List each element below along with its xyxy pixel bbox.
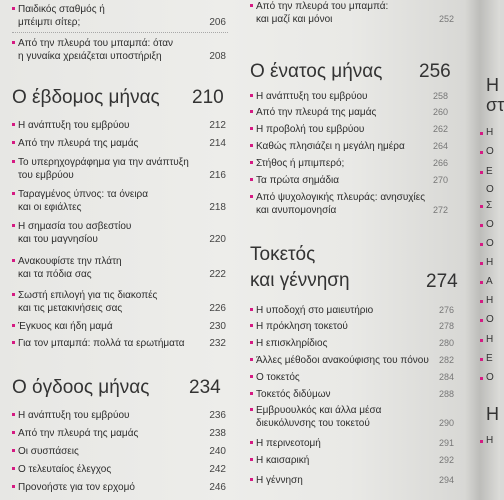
bullet-marker (250, 375, 253, 378)
dotted-separator (12, 32, 228, 33)
entry-text-line-2: και ανυπομονησία (256, 205, 337, 216)
toc-entry[interactable] (256, 0, 454, 26)
bullet-marker (12, 467, 15, 470)
entry-text-line-1: Ταραγμένος ύπνος: τα όνειρα (18, 189, 149, 200)
toc-entry[interactable] (256, 157, 448, 170)
toc-entry[interactable] (18, 481, 226, 494)
entry-page-number: 216 (209, 170, 226, 181)
entry-page-number: 240 (209, 446, 226, 457)
toc-entry[interactable] (18, 409, 226, 422)
bullet-marker (250, 161, 253, 164)
section-title: Ο ένατος μήνας (250, 61, 383, 82)
cut-entry-fragment: Ο (486, 219, 494, 230)
entry-page-number: 282 (438, 355, 454, 365)
cut-entry-fragment: Ο (486, 184, 494, 195)
toc-entry[interactable] (256, 320, 454, 333)
entry-text-line-1: Ανακουφίστε την πλάτη (18, 256, 122, 267)
section-heading[interactable] (250, 61, 454, 83)
toc-entry[interactable] (18, 289, 226, 315)
toc-entry[interactable] (256, 191, 448, 217)
toc-entry[interactable] (18, 445, 226, 458)
entry-text: Έγκυος και ήδη μαμά (18, 321, 113, 332)
bullet-marker (12, 341, 15, 344)
bullet-marker (250, 324, 253, 327)
entry-text: Προνοήστε για τον ερχομό (18, 482, 135, 493)
entry-text-line-1: Από την πλευρά του μπαμπά: όταν (18, 38, 174, 49)
bullet-marker (12, 449, 15, 452)
toc-entry[interactable] (18, 337, 226, 350)
bullet-marker (480, 319, 483, 322)
toc-entry[interactable] (18, 463, 226, 476)
entry-text: Η ανάπτυξη του εμβρύου (18, 410, 130, 421)
cut-heading-fragment: στ (486, 95, 504, 115)
bullet-marker (12, 431, 15, 434)
entry-text: Ο τοκετός (256, 372, 300, 383)
entry-page-number: 284 (438, 372, 454, 382)
entry-text: Η ανάπτυξη του εμβρύου (256, 91, 368, 102)
entry-page-number: 238 (209, 428, 226, 439)
toc-entry[interactable] (18, 137, 226, 150)
entry-page-number: 246 (209, 482, 226, 493)
entry-page-number: 270 (432, 175, 448, 185)
entry-text-line-1: Η σημασία του ασβεστίου (18, 221, 132, 232)
bullet-marker (12, 192, 15, 195)
entry-text: Από την πλευρά της μαμάς (256, 107, 377, 118)
bullet-marker (250, 392, 253, 395)
toc-entry[interactable] (256, 371, 454, 384)
section-heading[interactable] (250, 242, 458, 294)
bullet-marker (250, 458, 253, 461)
toc-entry[interactable] (256, 106, 448, 119)
section-title-line-1: Τοκετός (250, 244, 316, 265)
entry-page-number: 280 (438, 338, 454, 348)
section-heading[interactable] (12, 377, 226, 399)
entry-page-number: 262 (432, 124, 448, 134)
cut-entry-fragment: Ο (486, 146, 494, 157)
toc-entry[interactable] (18, 119, 226, 132)
toc-entry[interactable] (256, 388, 454, 401)
entry-text: Καθώς πλησιάζει η μεγάλη ημέρα (256, 141, 405, 152)
entry-page-number: 264 (432, 141, 448, 151)
toc-entry[interactable] (18, 3, 226, 29)
bullet-marker (250, 110, 253, 113)
entry-text: Η καισαρική (256, 455, 310, 466)
bullet-marker (12, 293, 15, 296)
entry-text: Από την πλευρά της μαμάς (18, 428, 139, 439)
toc-entry[interactable] (18, 37, 226, 63)
bullet-marker (480, 171, 483, 174)
section-title: Ο όγδοος μήνας (12, 377, 150, 398)
toc-entry[interactable] (18, 220, 226, 246)
bullet-marker (250, 478, 253, 481)
entry-page-number: 258 (432, 91, 448, 101)
entry-page-number: 288 (438, 389, 454, 399)
bullet-marker (480, 205, 483, 208)
bullet-marker (12, 7, 15, 10)
entry-page-number: 266 (432, 158, 448, 168)
bullet-marker (12, 224, 15, 227)
bullet-marker (12, 324, 15, 327)
cut-entry-fragment: Η (486, 435, 494, 446)
toc-entry[interactable] (18, 255, 226, 281)
toc-entry[interactable] (256, 454, 454, 467)
bullet-marker (250, 408, 253, 411)
entry-text-line-1: Από ψυχολογικής πλευράς: ανησυχίες (256, 192, 426, 203)
cut-entry-fragment: Ο (486, 314, 494, 325)
entry-page-number: 220 (209, 234, 226, 245)
bullet-marker (12, 160, 15, 163)
section-page-number: 274 (426, 271, 458, 292)
entry-page-number: 272 (432, 205, 448, 215)
entry-text: Η προβολή του εμβρύου (256, 124, 365, 135)
bullet-marker (480, 151, 483, 154)
section-page-number: 234 (189, 377, 221, 398)
entry-text: Στήθος ή μπιμπερό; (256, 158, 345, 169)
bullet-marker (250, 4, 253, 7)
toc-entry[interactable] (256, 337, 454, 350)
cut-heading-fragment: Η (486, 404, 499, 424)
toc-entry[interactable] (256, 404, 454, 430)
entry-page-number: 252 (438, 14, 454, 24)
entry-page-number: 242 (209, 464, 226, 475)
entry-text-line-2: η γυναίκα χρειάζεται υποστήριξη (18, 51, 162, 62)
toc-entry[interactable] (18, 320, 226, 333)
cut-entry-fragment: Η (486, 334, 494, 345)
entry-text-line-1: Παιδικός σταθμός ή (18, 4, 105, 15)
toc-column-right-cut (476, 0, 504, 500)
entry-text: Τοκετός διδύμων (256, 389, 331, 400)
entry-page-number: 276 (438, 305, 454, 315)
bullet-marker (12, 141, 15, 144)
entry-text-line-1: Το υπερηχογράφημα για την ανάπτυξη (18, 157, 189, 168)
bullet-marker (12, 259, 15, 262)
cut-entry-fragment: Ο (486, 372, 494, 383)
cut-entry-fragment: Ε (486, 353, 493, 364)
entry-text-line-2: και μαζί και μόνοι (256, 14, 333, 25)
section-page-number: 256 (419, 61, 451, 82)
bullet-marker (250, 358, 253, 361)
cut-entry-fragment: Η (486, 257, 494, 268)
toc-entry[interactable] (256, 90, 448, 103)
toc-entry[interactable] (256, 354, 454, 367)
section-page-number: 210 (192, 87, 224, 108)
bullet-marker (480, 339, 483, 342)
bullet-marker (12, 485, 15, 488)
entry-text: Για τον μπαμπά: πολλά τα ερωτήματα (18, 338, 185, 349)
entry-text-line-2: του εμβρύου (18, 170, 74, 181)
entry-text-line-2: μπέιμπι σίτερ; (18, 17, 81, 28)
cut-entry-fragment: Α (486, 276, 493, 287)
entry-page-number: 222 (209, 269, 226, 280)
entry-text-line-1: Εμβρυουλκός και άλλα μέσα (256, 405, 382, 416)
entry-page-number: 230 (209, 321, 226, 332)
entry-text-line-2: και οι εφιάλτες (18, 202, 82, 213)
toc-entry[interactable] (18, 427, 226, 440)
entry-page-number: 294 (438, 475, 454, 485)
toc-entry[interactable] (18, 188, 226, 214)
bullet-marker (480, 300, 483, 303)
entry-text-line-1: Σωστή επιλογή για τις διακοπές (18, 290, 158, 301)
cut-entry-fragment: Σ (486, 200, 493, 211)
bullet-marker (12, 123, 15, 126)
bullet-marker (250, 441, 253, 444)
entry-text-line-2: διευκόλυνσης του τοκετού (256, 418, 370, 429)
entry-page-number: 232 (209, 338, 226, 349)
bullet-marker (250, 195, 253, 198)
entry-text: Οι συσπάσεις (18, 446, 79, 457)
entry-text: Άλλες μέθοδοι ανακούφισης του πόνου (256, 355, 429, 366)
toc-entry[interactable] (18, 156, 226, 182)
toc-entry[interactable] (256, 123, 448, 136)
entry-page-number: 292 (438, 455, 454, 465)
section-title: Ο έβδομος μήνας (12, 87, 160, 108)
cut-entry-fragment: Η (486, 295, 494, 306)
entry-text: Η υποδοχή στο μαιευτήριο (256, 305, 374, 316)
bullet-marker (12, 413, 15, 416)
toc-entry[interactable] (256, 437, 454, 450)
entry-text: Από την πλευρά της μαμάς (18, 138, 139, 149)
cut-entry-fragment: Η (486, 127, 494, 138)
toc-entry[interactable] (256, 174, 448, 187)
entry-page-number: 290 (438, 418, 454, 428)
entry-page-number: 214 (209, 138, 226, 149)
entry-text: Η επισκληρίδιος (256, 338, 328, 349)
bullet-marker (480, 243, 483, 246)
entry-text: Η γέννηση (256, 475, 303, 486)
bullet-marker (480, 440, 483, 443)
entry-text: Ο τελευταίος έλεγχος (18, 464, 112, 475)
bullet-marker (480, 358, 483, 361)
entry-text-line-2: και τα πόδια σας (18, 269, 92, 280)
bullet-marker (250, 341, 253, 344)
entry-text: Η πρόκληση τοκετού (256, 321, 348, 332)
entry-text-line-1: Από την πλευρά του μπαμπά: (256, 1, 389, 12)
cut-entry-fragment: Ο (486, 238, 494, 249)
bullet-marker (480, 281, 483, 284)
toc-entry[interactable] (256, 304, 454, 317)
bullet-marker (480, 377, 483, 380)
entry-text-line-2: και τις μετακινήσεις σας (18, 303, 123, 314)
entry-text: Τα πρώτα σημάδια (256, 175, 340, 186)
bullet-marker (480, 224, 483, 227)
toc-entry[interactable] (256, 140, 448, 153)
entry-page-number: 291 (438, 438, 454, 448)
entry-page-number: 212 (209, 120, 226, 131)
toc-entry[interactable] (256, 474, 454, 487)
section-title-line-2: και γέννηση (250, 270, 350, 291)
section-heading[interactable] (12, 87, 226, 109)
cut-entry-fragment: Ε (486, 166, 493, 177)
bullet-marker (250, 308, 253, 311)
bullet-marker (250, 144, 253, 147)
entry-page-number: 208 (209, 51, 226, 62)
entry-page-number: 206 (209, 17, 226, 28)
bullet-marker (250, 178, 253, 181)
bullet-marker (480, 262, 483, 265)
entry-page-number: 236 (209, 410, 226, 421)
entry-text: Η περινεοτομή (256, 438, 321, 449)
entry-page-number: 226 (209, 303, 226, 314)
entry-text-line-2: και του μαγνησίου (18, 234, 98, 245)
bullet-marker (250, 127, 253, 130)
entry-page-number: 218 (209, 202, 226, 213)
bullet-marker (12, 41, 15, 44)
bullet-marker (250, 94, 253, 97)
cut-heading-fragment: Η (486, 75, 499, 95)
entry-page-number: 278 (438, 321, 454, 331)
bullet-marker (480, 132, 483, 135)
entry-page-number: 260 (432, 107, 448, 117)
entry-text: Η ανάπτυξη του εμβρύου (18, 120, 130, 131)
